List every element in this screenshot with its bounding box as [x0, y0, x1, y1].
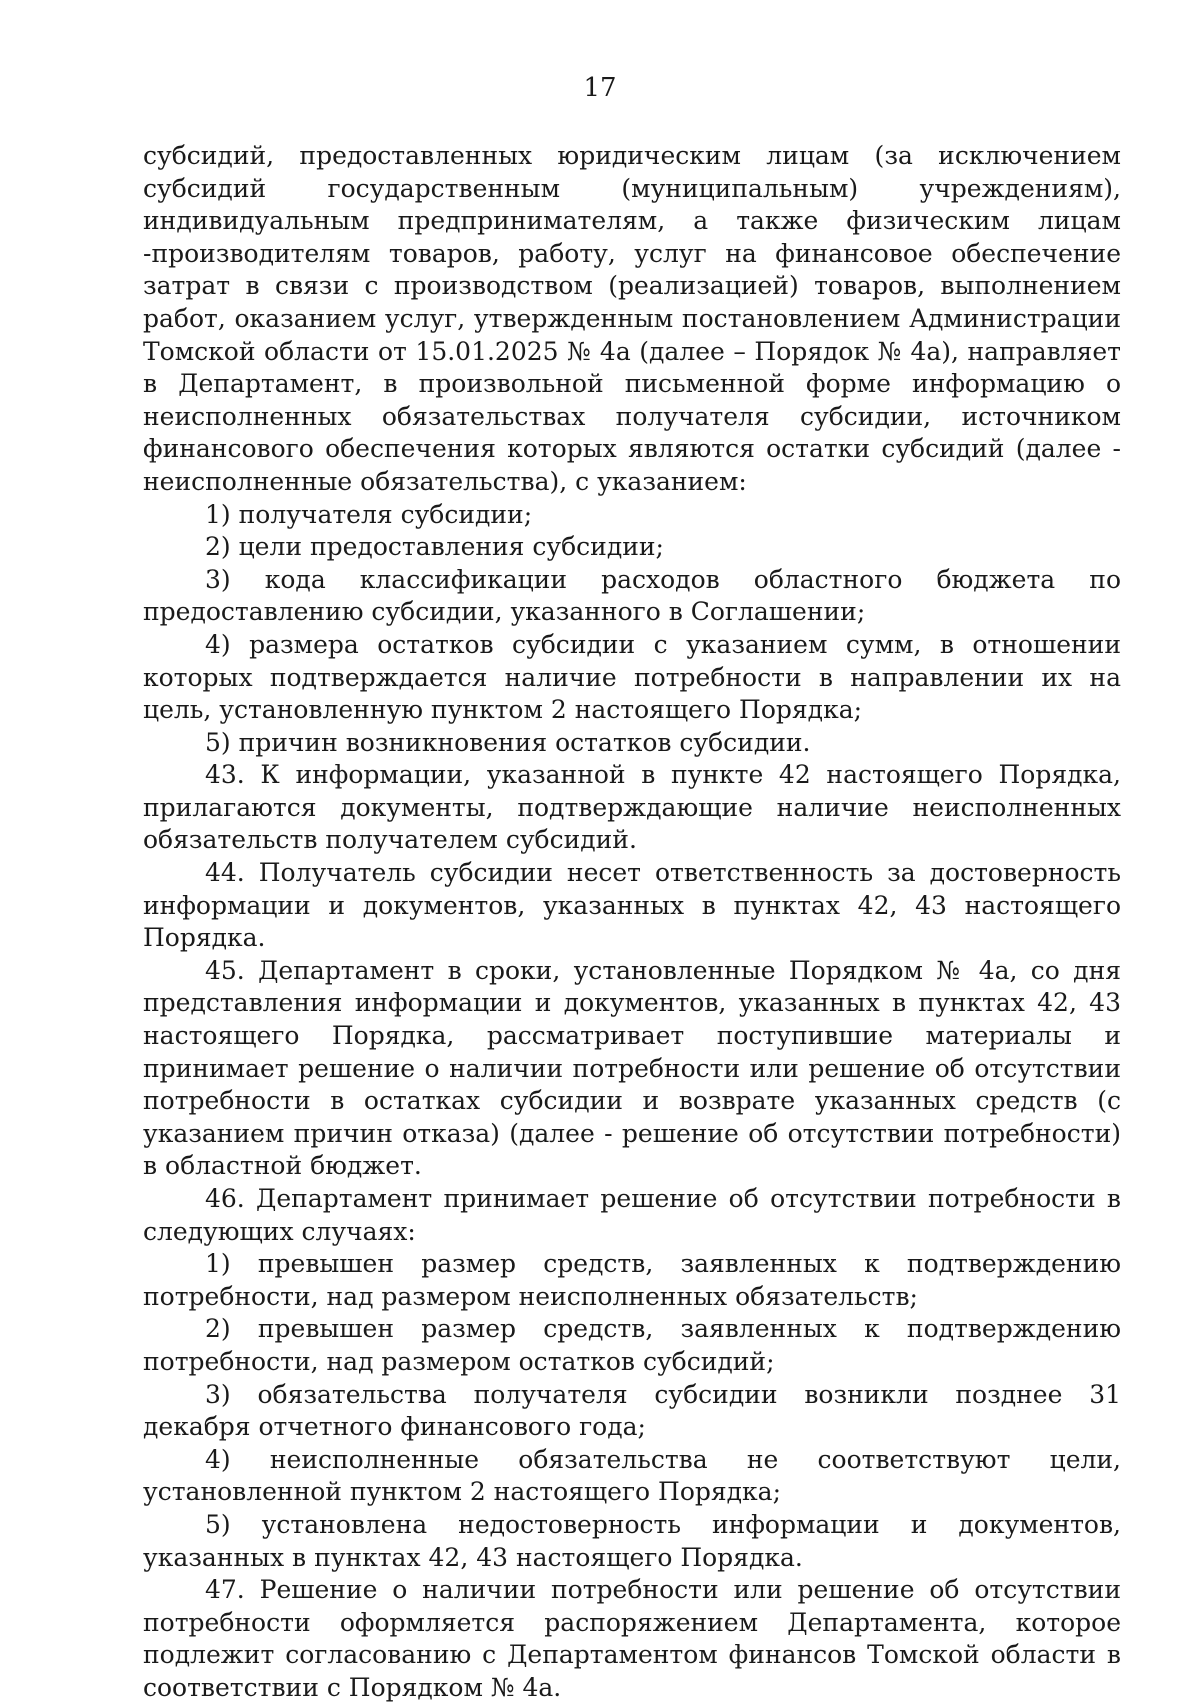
clause-47: 47. Решение о наличии потребности или решение об отсутствии потребности оформляется распоряжением Департамента, которое подлежит согласованию с Департаментом финансов Томской области в соответствии с Порядком № 4а. — [143, 1575, 1121, 1702]
list-item: 5) установлена недостоверность информации и документов, указанных в пунктах 42, 43 настоящего Порядка. — [143, 1509, 1121, 1572]
list-item: 1) получателя субсидии; — [205, 499, 533, 529]
list-item: 1) превышен размер средств, заявленных к подтверждению потребности, над размером неисполненных обязательств; — [143, 1249, 1121, 1311]
clause-44: 44. Получатель субсидии несет ответственность за достоверность информации и документов, указанных в пунктах 42, 43 настоящего Порядка. — [143, 858, 1121, 953]
list-item: 5) причин возникновения остатков субсидии. — [205, 727, 811, 757]
list-item: 2) превышен размер средств, заявленных к подтверждению потребности, над размером остатков субсидий; — [143, 1314, 1121, 1376]
list-item: 4) неисполненные обязательства не соответствуют цели, установленной пунктом 2 настоящего Порядка; — [143, 1444, 1121, 1507]
list-item: 4) размера остатков субсидии с указанием сумм, в отношении которых подтверждается наличие потребности в направлении их на цель, установленную пунктом 2 настоящего Порядка; — [143, 629, 1121, 725]
clause-45: 45. Департамент в сроки, установленные Порядком № 4а, со дня представления информации и документов, указанных в пунктах 42, 43 настоящего Порядка, рассматривает поступившие материалы и принимает решение о наличии потребности или решение об отсутствии потребности в остатках субсидии и возврате указанных средств (с указанием причин отказа) (далее - решение об отсутствии потребности) в областной бюджет. — [143, 955, 1121, 1181]
clause-46: 46. Департамент принимает решение об отсутствии потребности в следующих случаях: — [143, 1184, 1121, 1246]
list-item: 2) цели предоставления субсидии; — [205, 532, 664, 562]
list-item: 3) кода классификации расходов областного бюджета по предоставлению субсидии, указанного в Соглашении; — [143, 564, 1121, 627]
list-item: 3) обязательства получателя субсидии возникли позднее 31 декабря отчетного финансового года; — [143, 1379, 1121, 1442]
page-number: 17 — [583, 73, 617, 103]
paragraph-continuation: субсидий, предоставленных юридическим лицам (за исключением субсидий государственным (муниципальным) учреждениям), индивидуальным предпринимателям, а также физическим лицам -производителям товаров, работу, услуг на финансовое обеспечение затрат в связи с производством (реализацией) товаров, выполнением работ, оказанием услуг, утвержденным постановлением Администрации Томской области от 15.01.2025 № 4а (далее – Порядок № 4а), направляет в Департамент, в произвольной письменной форме информацию о неисполненных обязательствах получателя субсидии, источником финансового обеспечения которых являются остатки субсидий (далее - неисполненные обязательства), с указанием: — [143, 141, 1121, 496]
clause-43: 43. К информации, указанной в пункте 42 настоящего Порядка, прилагаются документы, подтверждающие наличие неисполненных обязательств получателем субсидий. — [143, 760, 1121, 855]
document-body — [143, 140, 1121, 1705]
